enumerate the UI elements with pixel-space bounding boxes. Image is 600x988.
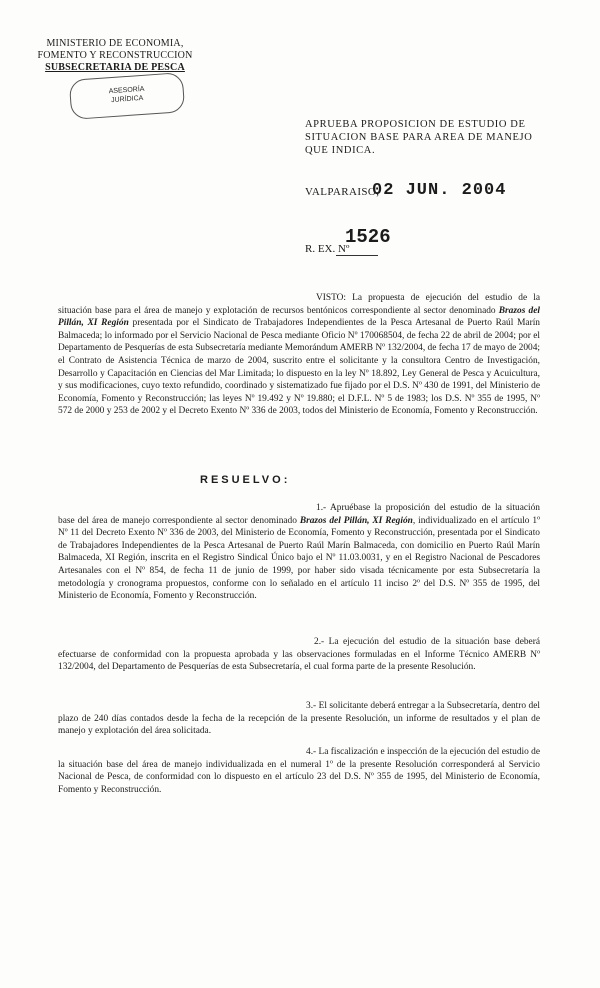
ministry-header	[20, 38, 210, 74]
resolution-item-3	[58, 700, 540, 738]
visto-place-name: Brazos del Pillán, XI Región	[58, 305, 540, 329]
date-stamp: 02 JUN. 2004	[372, 181, 507, 200]
stamp-line1: ASESORÍA	[108, 85, 145, 96]
item3-text: 3.- El solicitante deberá entregar a la Subsecretaría, dentro del plazo de 240 días contados desde la fecha de la recepción de la presente Resolución, un informe de resultados y el plan de manejo y explotación del área solicitada.	[58, 701, 540, 737]
document-subject: APRUEBA PROPOSICION DE ESTUDIO DE SITUACION BASE PARA AREA DE MANEJO QUE INDICA.	[305, 119, 533, 156]
visto-paragraph	[58, 292, 540, 418]
item1-place-name: Brazos del Pillán, XI Región	[299, 515, 413, 526]
resolution-number-line	[336, 255, 378, 256]
resolution-item-4	[58, 746, 540, 796]
item1-text-part1: 1.- Apruébase la proposición del estudio de la situación base del área de manejo correspondiente al sector denominado	[58, 503, 540, 526]
visto-text-part1: La propuesta de ejecución del estudio de la situación base para el área de manejo y explotación de recursos bentónicos correspondiente al sector denominado	[58, 293, 540, 316]
resolution-item-2	[58, 636, 540, 674]
ministry-name-line2: FOMENTO Y RECONSTRUCCION	[37, 50, 193, 61]
resolution-item-1	[58, 502, 540, 603]
ministry-name-line1: MINISTERIO DE ECONOMIA,	[46, 38, 184, 49]
item1-text-part2: , individualizado en el artículo 1º Nº 11 del Decreto Exento Nº 336 de 2003, del Ministerio de Economía, Fomento y Reconstrucción, presentada por el Sindicato de Trabajadores Independientes de la Pesca Artesanal de Puerto Raúl Marín Balmaceda, con domicilio en Puerto Raúl Marín Balmaceda, XI Región, inscrita en el Registro Sindical Único bajo el Nº 11.03.0031, y en el Registro Nacional de Pescadores Artesanales con el Nº 854, de fecha 11 de junio de 1999, por haber sido visada técnicamente por esta Subsecretaría la metodología y cronograma propuestos, conforme con lo señalado en el artículo 11 inciso 2º del D.S. Nº 355 de 1995, del Ministerio de Economía, Fomento y Reconstrucción.	[58, 515, 540, 602]
place-label: VALPARAISO,	[305, 186, 380, 198]
visto-text-part2: presentada por el Sindicato de Trabajadores Independientes de la Pesca Artesanal de Puerto Raúl Marín Balmaceda; lo informado por el Servicio Nacional de Pesca mediante Oficio Nº 170068504, de fecha 22 de abril de 2004; por el Departamento de Pesquerías de esta Subsecretaría mediante Memorándum AMERB Nº 132/2004, de fecha 17 de mayo de 2004; el Contrato de Asistencia Técnica de marzo de 2004, suscrito entre el solicitante y la consultora Centro de Investigación, Desarrollo y Capacitación en Ciencias del Mar Limitada; lo dispuesto en la ley Nº 18.892, Ley General de Pesca y Acuicultura, y sus modificaciones, cuyo texto refundido, coordinado y sistematizado fue fijado por el D.S. Nº 430 de 1991, del Ministerio de Economía, Fomento y Reconstrucción; las leyes Nº 19.492 y Nº 19.880; el D.F.L. Nº 5 de 1983; los D.S. Nº 355 de 1995, Nº 572 de 2000 y 253 de 2002 y el Decreto Exento Nº 336 de 2003, todos del Ministerio de Economía, Fomento y Reconstrucción.	[58, 318, 540, 417]
item2-text: 2.- La ejecución del estudio de la situación base deberá efectuarse de conformidad con la propuesta aprobada y las observaciones formuladas en el Informe Técnico AMERB Nº 132/2004, del Departamento de Pesquerías de esta Subsecretaría, el cual forma parte de la presente Resolución.	[58, 637, 540, 673]
resolution-number: 1526	[345, 226, 391, 248]
legal-department-stamp	[69, 72, 186, 120]
visto-lead: VISTO:	[316, 293, 347, 303]
resolution-label: R. EX. Nº	[305, 243, 350, 255]
subsecretaria-name: SUBSECRETARIA DE PESCA	[45, 62, 185, 73]
stamp-line2: JURÍDICA	[110, 94, 144, 105]
item4-text: 4.- La fiscalización e inspección de la ejecución del estudio de la situación base del área de manejo individualizada en el numeral 1º de la presente Resolución corresponderá al Servicio Nacional de Pesca, de conformidad con lo dispuesto en el artículo 23 del D.S. Nº 355 de 1995, del Ministerio de Economía, Fomento y Reconstrucción.	[58, 747, 541, 795]
resuelvo-heading: RESUELVO:	[200, 474, 291, 486]
